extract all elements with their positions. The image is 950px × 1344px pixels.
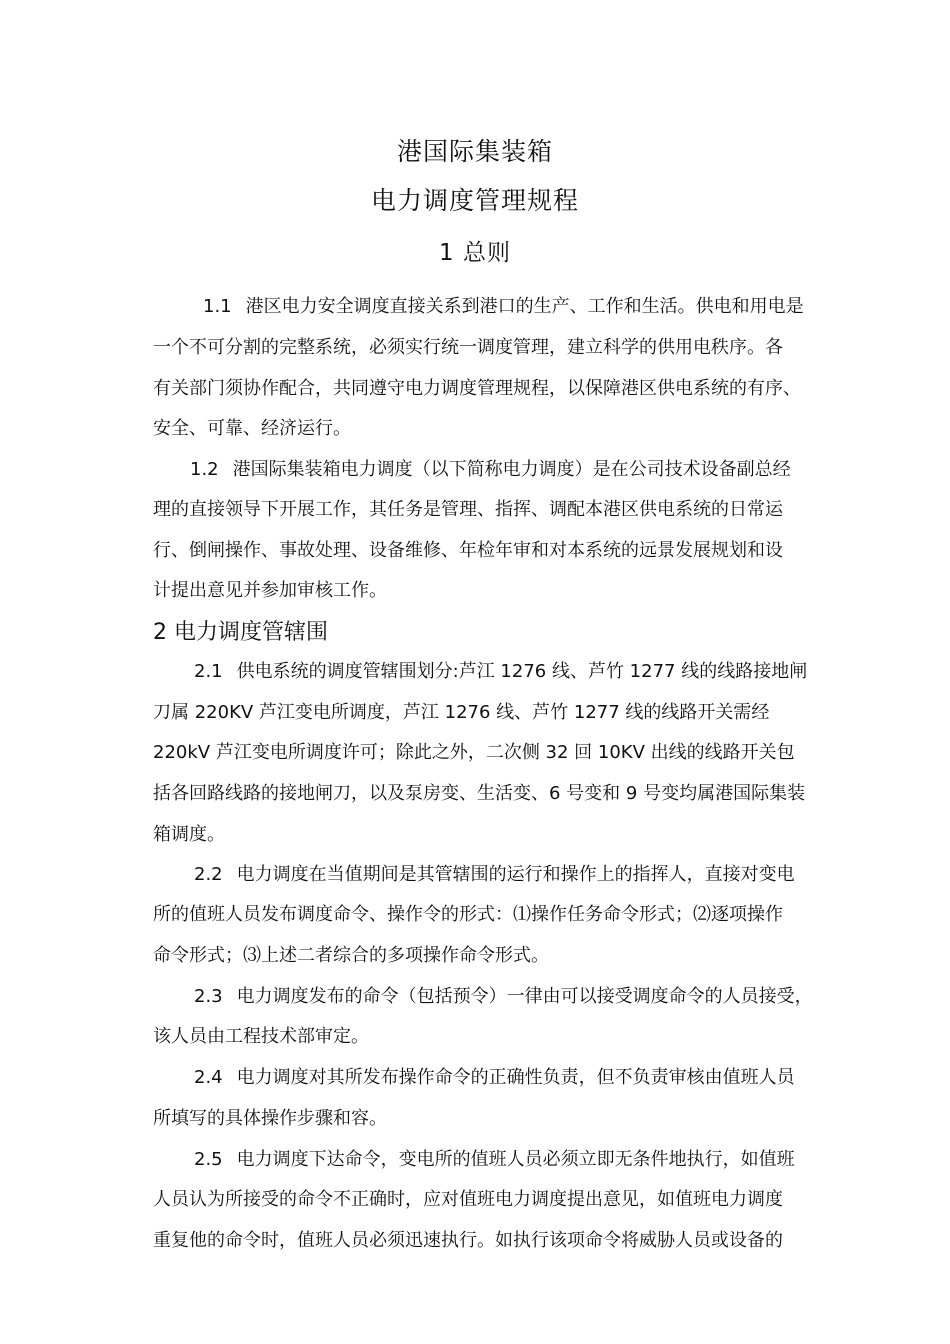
- paragraph-1-2-line: 行、倒闸操作、事故处理、设备维修、年检年审和对本系统的远景发展规划和设: [153, 540, 783, 561]
- section-heading-2: 2 电力调度管辖围: [153, 620, 328, 645]
- paragraph-2-1-line: 220kV 芦江变电所调度许可；除此之外，二次侧 32 回 10KV 出线的线路开关包: [153, 742, 795, 763]
- paragraph-1-1-line: 1.1 港区电力安全调度直接关系到港口的生产、工作和生活。供电和用电是: [203, 294, 804, 320]
- document-title-main: 电力调度管理规程: [370, 186, 579, 215]
- clause-number: 1.1: [203, 296, 232, 317]
- paragraph-2-1-line: 箱调度。: [153, 824, 225, 845]
- paragraph-2-2-line: 所的值班人员发布调度命令、操作令的形式：⑴操作任务命令形式；⑵逐项操作: [153, 904, 783, 925]
- paragraph-2-1-line: 刀属 220KV 芦江变电所调度，芦江 1276 线、芦竹 1277 线的线路开关需经: [153, 702, 770, 723]
- paragraph-1-1-line: 安全、可靠、经济运行。: [153, 418, 351, 439]
- paragraph-2-1-line: 2.1 供电系统的调度管辖围划分:芦江 1276 线、芦竹 1277 线的线路接地闸: [194, 659, 807, 685]
- document-title-org: 港国际集装箱: [396, 137, 553, 166]
- paragraph-2-2-line: 命令形式；⑶上述二者综合的多项操作命令形式。: [153, 945, 549, 966]
- clause-number: 1.2: [190, 459, 219, 480]
- paragraph-2-4-line: 所填写的具体操作步骤和容。: [153, 1108, 387, 1129]
- paragraph-1-2-line: 计提出意见并参加审核工作。: [153, 580, 387, 601]
- paragraph-1-2-line: 1.2 港国际集装箱电力调度（以下简称电力调度）是在公司技术设备副总经: [190, 457, 791, 483]
- paragraph-2-3-line: 该人员由工程技术部审定。: [153, 1026, 369, 1047]
- paragraph-2-2-line: 2.2 电力调度在当值期间是其管辖围的运行和操作上的指挥人，直接对变电: [194, 862, 795, 888]
- paragraph-2-1-line: 括各回路线路的接地闸刀，以及泵房变、生活变、6 号变和 9 号变均属港国际集装: [153, 783, 806, 804]
- paragraph-2-5-line: 人员认为所接受的命令不正确时，应对值班电力调度提出意见，如值班电力调度: [153, 1189, 783, 1210]
- clause-number: 2.5: [194, 1149, 223, 1170]
- paragraph-1-2-line: 理的直接领导下开展工作，其任务是管理、指挥、调配本港区供电系统的日常运: [153, 499, 783, 520]
- clause-number: 2.3: [194, 986, 223, 1007]
- paragraph-2-4-line: 2.4 电力调度对其所发布操作命令的正确性负责，但不负责审核由值班人员: [194, 1065, 795, 1091]
- paragraph-2-3-line: 2.3 电力调度发布的命令（包括预令）一律由可以接受调度命令的人员接受，: [194, 984, 813, 1010]
- paragraph-1-1-line: 一个不可分割的完整系统，必须实行统一调度管理，建立科学的供用电秩序。各: [153, 337, 783, 358]
- paragraph-1-1-line: 有关部门须协作配合，共同遵守电力调度管理规程，以保障港区供电系统的有序、: [153, 378, 801, 399]
- clause-number: 2.1: [194, 661, 223, 682]
- clause-number: 2.4: [194, 1067, 223, 1088]
- chapter-heading-general: 1 总则: [439, 240, 511, 266]
- paragraph-2-5-line: 2.5 电力调度下达命令，变电所的值班人员必须立即无条件地执行，如值班: [194, 1147, 795, 1173]
- clause-number: 2.2: [194, 864, 223, 885]
- paragraph-2-5-line: 重复他的命令时，值班人员必须迅速执行。如执行该项命令将威胁人员或设备的: [153, 1230, 783, 1251]
